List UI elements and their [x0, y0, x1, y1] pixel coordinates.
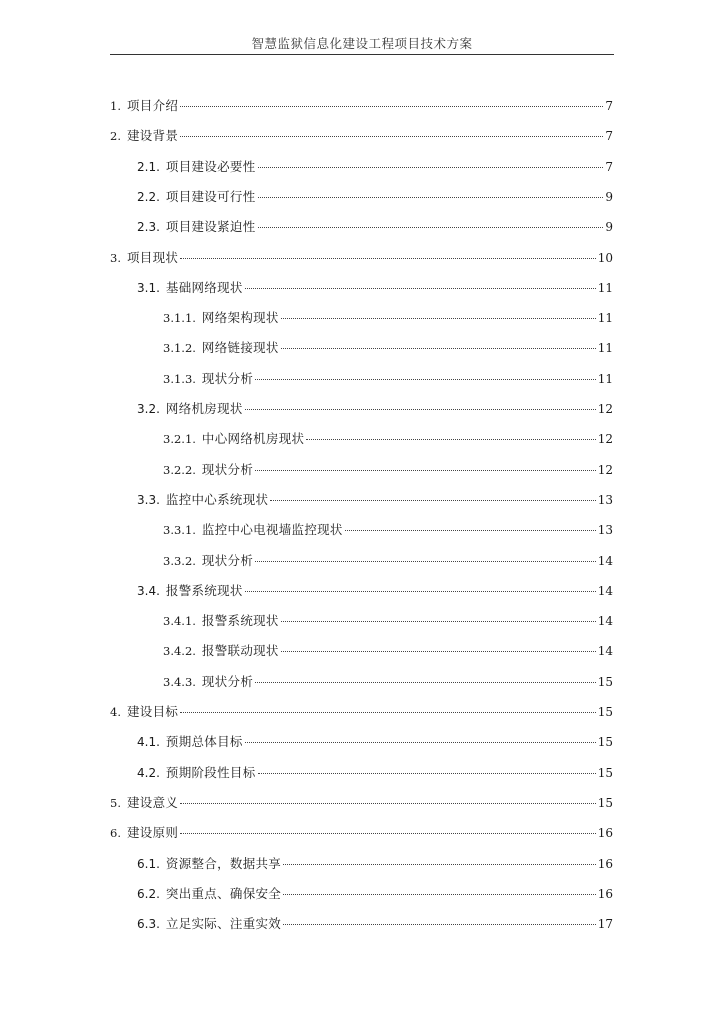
toc-entry-title: 建设背景: [126, 128, 179, 144]
toc-entry-page: 15: [597, 795, 613, 810]
toc-entry[interactable]: [137, 187, 613, 205]
toc-entry-title: 项目建设可行性: [165, 188, 256, 204]
toc-entry-number: 1.: [110, 99, 121, 113]
toc-entry-number: 2.2.: [137, 189, 160, 204]
toc-entry-title: 现状分析: [201, 673, 254, 689]
toc-entry-title: 报警系统现状: [165, 582, 243, 598]
toc-entry-number: 5.: [110, 795, 121, 810]
toc-entry[interactable]: [163, 611, 613, 629]
toc-entry-number: 2.: [110, 129, 121, 144]
toc-dot-leader: [255, 470, 596, 471]
toc-entry-number: 3.2.: [137, 402, 160, 416]
toc-entry[interactable]: [137, 732, 613, 750]
toc-entry-number: 6.1.: [137, 856, 160, 871]
toc-entry-page: 9: [605, 189, 613, 204]
toc-entry-title: 建设意义: [126, 794, 179, 810]
toc-entry-number: 3.1.2.: [163, 341, 196, 356]
toc-entry-title: 中心网络机房现状: [201, 431, 305, 447]
toc-entry[interactable]: [137, 763, 613, 781]
toc-dot-leader: [270, 500, 595, 501]
toc-dot-leader: [245, 288, 596, 289]
toc-entry-title: 项目建设紧迫性: [165, 219, 256, 235]
toc-entry-title: 现状分析: [201, 370, 254, 386]
toc-entry-page: 12: [597, 402, 613, 416]
toc-entry[interactable]: [137, 884, 613, 902]
toc-entry-title: 项目现状: [126, 249, 179, 265]
toc-entry-title: 项目建设必要性: [165, 158, 256, 174]
toc-entry[interactable]: [137, 914, 613, 932]
toc-dot-leader: [345, 530, 596, 531]
toc-entry-number: 4.1.: [137, 735, 160, 750]
toc-entry-title: 项目介绍: [126, 98, 179, 113]
toc-entry-title: 资源整合，数据共享: [165, 855, 282, 871]
toc-entry[interactable]: [163, 429, 613, 447]
toc-entry-title: 监控中心系统现状: [165, 491, 269, 507]
toc-entry[interactable]: [110, 793, 613, 811]
toc-dot-leader: [255, 682, 596, 683]
toc-entry-title: 建设目标: [126, 704, 179, 719]
toc-entry-title: 基础网络现状: [165, 279, 243, 295]
toc-entry-page: 12: [597, 462, 613, 477]
toc-dot-leader: [281, 651, 596, 652]
toc-entry[interactable]: [110, 823, 613, 841]
toc-entry[interactable]: [137, 157, 613, 175]
toc-entry-title: 预期阶段性目标: [165, 764, 256, 780]
toc-dot-leader: [258, 197, 604, 198]
toc-entry-title: 报警系统现状: [201, 613, 279, 629]
toc-entry[interactable]: [163, 338, 613, 356]
toc-entry-page: 14: [597, 614, 613, 629]
toc-entry-page: 13: [597, 492, 613, 507]
toc-entry-page: 16: [597, 856, 613, 871]
header-rule: [110, 54, 614, 55]
toc-entry-number: 3.1.1.: [163, 311, 196, 326]
toc-entry-number: 3.1.3.: [163, 371, 196, 386]
toc-dot-leader: [306, 439, 595, 440]
toc-dot-leader: [180, 712, 596, 713]
toc-dot-leader: [283, 894, 596, 895]
toc-entry-title: 突出重点、确保安全: [165, 885, 282, 901]
toc-entry-number: 3.4.3.: [163, 674, 196, 689]
toc-entry-number: 3.4.1.: [163, 614, 196, 629]
toc-entry-title: 现状分析: [201, 461, 254, 477]
toc-entry-number: 3.3.1.: [163, 523, 196, 538]
toc-entry[interactable]: [163, 520, 613, 538]
toc-entry-page: 7: [605, 99, 613, 113]
toc-entry-title: 网络链接现状: [201, 340, 279, 356]
toc-entry-page: 14: [597, 583, 613, 598]
toc-entry-page: 13: [597, 523, 613, 538]
toc-entry-number: 6.3.: [137, 917, 160, 932]
toc-entry-number: 3.1.: [137, 280, 160, 295]
toc-entry[interactable]: [163, 641, 613, 659]
toc-entry-page: 16: [597, 826, 613, 841]
toc-entry-page: 11: [597, 311, 613, 326]
toc-entry[interactable]: [137, 581, 613, 599]
toc-dot-leader: [255, 379, 596, 380]
toc-dot-leader: [281, 318, 596, 319]
toc-entry-page: 14: [597, 553, 613, 568]
toc-entry-page: 11: [597, 341, 613, 356]
toc-dot-leader: [283, 864, 596, 865]
toc-entry-title: 立足实际、注重实效: [165, 916, 282, 932]
toc-entry-title: 网络架构现状: [201, 310, 279, 326]
toc-dot-leader: [258, 227, 604, 228]
toc-entry[interactable]: [110, 248, 613, 266]
toc-entry-number: 6.: [110, 826, 121, 841]
toc-entry-page: 15: [597, 735, 613, 750]
toc-entry-number: 4.: [110, 705, 121, 719]
toc-dot-leader: [180, 106, 603, 107]
toc-dot-leader: [258, 167, 604, 168]
toc-entry[interactable]: [137, 490, 613, 508]
toc-dot-leader: [180, 803, 596, 804]
toc-entry-title: 报警联动现状: [201, 643, 279, 659]
toc-dot-leader: [180, 258, 596, 259]
toc-dot-leader: [245, 409, 596, 410]
toc-dot-leader: [245, 742, 596, 743]
toc-dot-leader: [180, 833, 596, 834]
toc-entry-number: 3.3.2.: [163, 553, 196, 568]
toc-entry-page: 9: [605, 220, 613, 235]
toc-entry-page: 12: [597, 432, 613, 447]
toc-entry-title: 建设原则: [126, 825, 179, 841]
toc-entry-page: 17: [597, 917, 613, 932]
toc-entry-number: 6.2.: [137, 886, 160, 901]
toc-entry-number: 3.: [110, 250, 121, 265]
toc-entry-number: 2.3.: [137, 220, 160, 235]
toc-entry-number: 3.4.: [137, 583, 160, 598]
toc-entry-title: 监控中心电视墙监控现状: [201, 522, 343, 538]
toc-entry[interactable]: [137, 278, 613, 296]
toc-entry[interactable]: [137, 854, 613, 872]
toc-entry-title: 预期总体目标: [165, 734, 243, 750]
toc-entry-page: 7: [605, 129, 613, 144]
toc-dot-leader: [180, 136, 603, 137]
toc-entry-number: 3.4.2.: [163, 644, 196, 659]
toc-entry-page: 15: [597, 765, 613, 780]
toc-entry[interactable]: [110, 126, 613, 144]
toc-dot-leader: [258, 773, 596, 774]
toc-entry-page: 11: [597, 280, 613, 295]
toc-entry[interactable]: [137, 399, 613, 417]
toc-entry-page: 15: [597, 705, 613, 719]
toc-entry-number: 4.2.: [137, 765, 160, 780]
toc-entry-title: 现状分析: [201, 552, 254, 568]
toc-entry[interactable]: [110, 96, 613, 114]
toc-entry-page: 15: [597, 674, 613, 689]
toc-dot-leader: [281, 621, 596, 622]
toc-entry[interactable]: [163, 308, 613, 326]
toc-entry-page: 16: [597, 886, 613, 901]
toc-dot-leader: [283, 924, 596, 925]
toc-entry-number: 3.2.1.: [163, 432, 196, 447]
toc-entry-page: 7: [605, 159, 613, 174]
toc-entry-number: 3.2.2.: [163, 462, 196, 477]
toc-entry[interactable]: [163, 551, 613, 569]
toc-entry-title: 网络机房现状: [165, 401, 243, 416]
toc-entry[interactable]: [163, 672, 613, 690]
running-header: 智慧监狱信息化建设工程项目技术方案: [251, 36, 473, 51]
toc-entry[interactable]: [137, 217, 613, 235]
toc-entry-page: 14: [597, 644, 613, 659]
toc-dot-leader: [255, 561, 596, 562]
toc-dot-leader: [245, 591, 596, 592]
toc-entry-page: 11: [597, 371, 613, 386]
toc-entry-page: 10: [597, 250, 613, 265]
toc-entry[interactable]: [163, 369, 613, 387]
toc-entry[interactable]: [163, 460, 613, 478]
toc-entry[interactable]: [110, 702, 613, 720]
toc-entry-number: 2.1.: [137, 159, 160, 174]
toc-dot-leader: [281, 348, 596, 349]
toc-entry-number: 3.3.: [137, 492, 160, 507]
